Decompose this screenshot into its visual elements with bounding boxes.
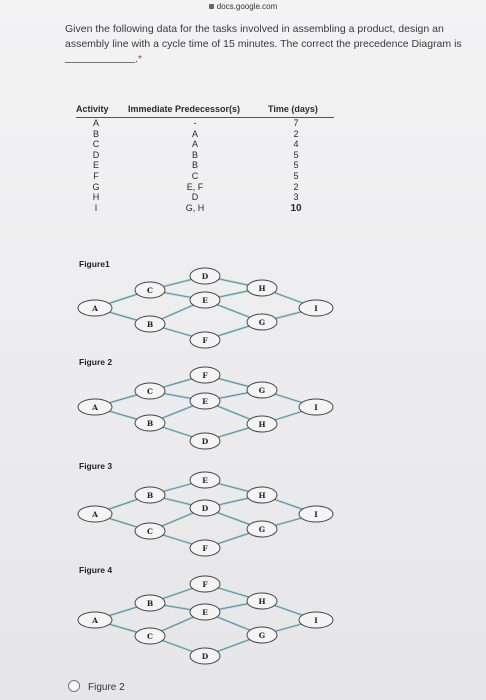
table-row [76, 203, 334, 214]
node-label: I [314, 403, 318, 412]
figure-3-diagram [0, 468, 486, 558]
cell-activity: C [92, 139, 100, 150]
cell-predecessor: B [191, 149, 198, 160]
node-g [247, 627, 277, 643]
node-h [247, 280, 277, 296]
node-e [190, 472, 220, 488]
node-e [190, 393, 220, 409]
cell-activity: I [94, 202, 98, 213]
node-b [135, 316, 165, 332]
node-label: B [146, 419, 154, 428]
node-label: G [258, 386, 266, 395]
node-i [299, 506, 333, 522]
node-label: G [258, 631, 266, 640]
figure-1-label: Figure1 [79, 259, 110, 269]
node-i [299, 612, 333, 628]
table-row [76, 118, 334, 129]
table-row [76, 129, 334, 140]
node-f [190, 367, 220, 383]
node-label: A [92, 510, 98, 519]
cell-predecessor: D [191, 192, 199, 203]
node-label: C [147, 527, 153, 536]
node-f [190, 332, 220, 348]
node-h [247, 593, 277, 609]
node-label: I [314, 616, 318, 625]
node-a [78, 506, 112, 522]
node-label: A [92, 304, 98, 313]
header-activity: Activity [76, 104, 109, 114]
node-a [78, 399, 112, 415]
cell-activity: E [92, 160, 99, 171]
lock-icon [209, 4, 214, 9]
figure-1-diagram [0, 262, 486, 352]
node-b [135, 415, 165, 431]
node-i [299, 300, 333, 316]
node-b [135, 595, 165, 611]
answer-option[interactable] [68, 680, 125, 693]
node-c [135, 628, 165, 644]
figure-2-label: Figure 2 [79, 357, 113, 367]
node-b [135, 487, 165, 503]
node-f [190, 540, 220, 556]
node-label: E [202, 476, 208, 485]
node-e [190, 292, 220, 308]
node-a [78, 612, 112, 628]
node-label: E [202, 608, 208, 617]
node-label: F [202, 544, 208, 553]
node-label: D [201, 272, 209, 281]
table-body [76, 118, 334, 213]
node-f [190, 576, 220, 592]
node-label: E [202, 397, 208, 406]
node-label: G [258, 318, 266, 327]
table-header [76, 104, 334, 118]
figure-3-label: Figure 3 [79, 461, 113, 471]
node-label: H [258, 284, 266, 293]
node-c [135, 282, 165, 298]
node-label: F [202, 580, 208, 589]
table-row [76, 192, 334, 203]
node-d [190, 268, 220, 284]
cell-activity: G [92, 181, 100, 192]
answer-option-label: Figure 2 [88, 682, 125, 693]
node-label: G [258, 525, 266, 534]
node-h [247, 487, 277, 503]
node-label: E [202, 296, 208, 305]
cell-predecessor: A [191, 139, 198, 150]
cell-time: 3 [293, 192, 299, 203]
node-label: C [147, 387, 153, 396]
node-label: F [202, 336, 208, 345]
node-a [78, 300, 112, 316]
node-g [247, 314, 277, 330]
cell-time: 5 [293, 160, 299, 171]
cell-activity: B [92, 128, 99, 139]
node-label: H [258, 597, 266, 606]
node-label: D [201, 437, 209, 446]
table-row [76, 182, 334, 193]
cell-time: 10 [290, 202, 302, 214]
node-g [247, 521, 277, 537]
node-label: I [314, 510, 318, 519]
figure-4-label: Figure 4 [79, 565, 113, 575]
required-mark: * [137, 53, 143, 65]
cell-predecessor: E, F [186, 181, 204, 192]
node-label: B [146, 491, 154, 500]
node-i [299, 399, 333, 415]
node-d [190, 648, 220, 664]
node-label: C [147, 286, 153, 295]
node-label: B [146, 599, 154, 608]
node-label: I [314, 304, 318, 313]
question-text [65, 22, 465, 67]
figure-2-diagram [0, 363, 486, 453]
cell-activity: H [92, 192, 100, 203]
cell-predecessor: B [191, 160, 198, 171]
node-h [247, 416, 277, 432]
node-d [190, 500, 220, 516]
figure-4-diagram [0, 572, 486, 667]
cell-time: 7 [293, 118, 299, 128]
url-text: docs.google.com [216, 2, 278, 11]
question-body: Given the following data for the tasks involved in assembling a product, design an assembly line with a cycle time of 15 minutes. The correct the precedence Diagram is [65, 23, 462, 50]
cell-time: 5 [293, 149, 299, 160]
cell-predecessor: C [191, 170, 199, 181]
node-c [135, 523, 165, 539]
radio-button[interactable] [68, 680, 80, 692]
table-row [76, 171, 334, 182]
node-label: D [201, 652, 209, 661]
cell-activity: D [92, 149, 100, 160]
cell-time: 2 [293, 128, 299, 139]
cell-time: 5 [293, 170, 299, 181]
question-period: . [135, 53, 138, 65]
table-row [76, 139, 334, 150]
header-predecessor: Immediate Predecessor(s) [128, 104, 241, 114]
cell-predecessor: - [193, 118, 197, 128]
node-d [190, 433, 220, 449]
answer-blank [65, 53, 135, 63]
table-row [76, 150, 334, 161]
node-label: D [201, 504, 209, 513]
node-g [247, 382, 277, 398]
table-row [76, 160, 334, 171]
precedence-table [76, 104, 334, 213]
header-time: Time (days) [268, 104, 318, 114]
cell-activity: F [93, 170, 99, 181]
cell-activity: A [92, 118, 99, 128]
node-c [135, 383, 165, 399]
cell-predecessor: A [191, 128, 198, 139]
node-label: H [258, 420, 266, 429]
node-label: A [92, 616, 98, 625]
address-bar[interactable] [0, 0, 486, 14]
node-label: H [258, 491, 266, 500]
node-label: C [147, 632, 153, 641]
cell-time: 4 [293, 139, 299, 150]
node-e [190, 604, 220, 620]
node-label: F [202, 371, 208, 380]
node-label: A [92, 403, 98, 412]
cell-time: 2 [293, 181, 299, 192]
node-label: B [146, 320, 154, 329]
cell-predecessor: G, H [185, 202, 205, 213]
